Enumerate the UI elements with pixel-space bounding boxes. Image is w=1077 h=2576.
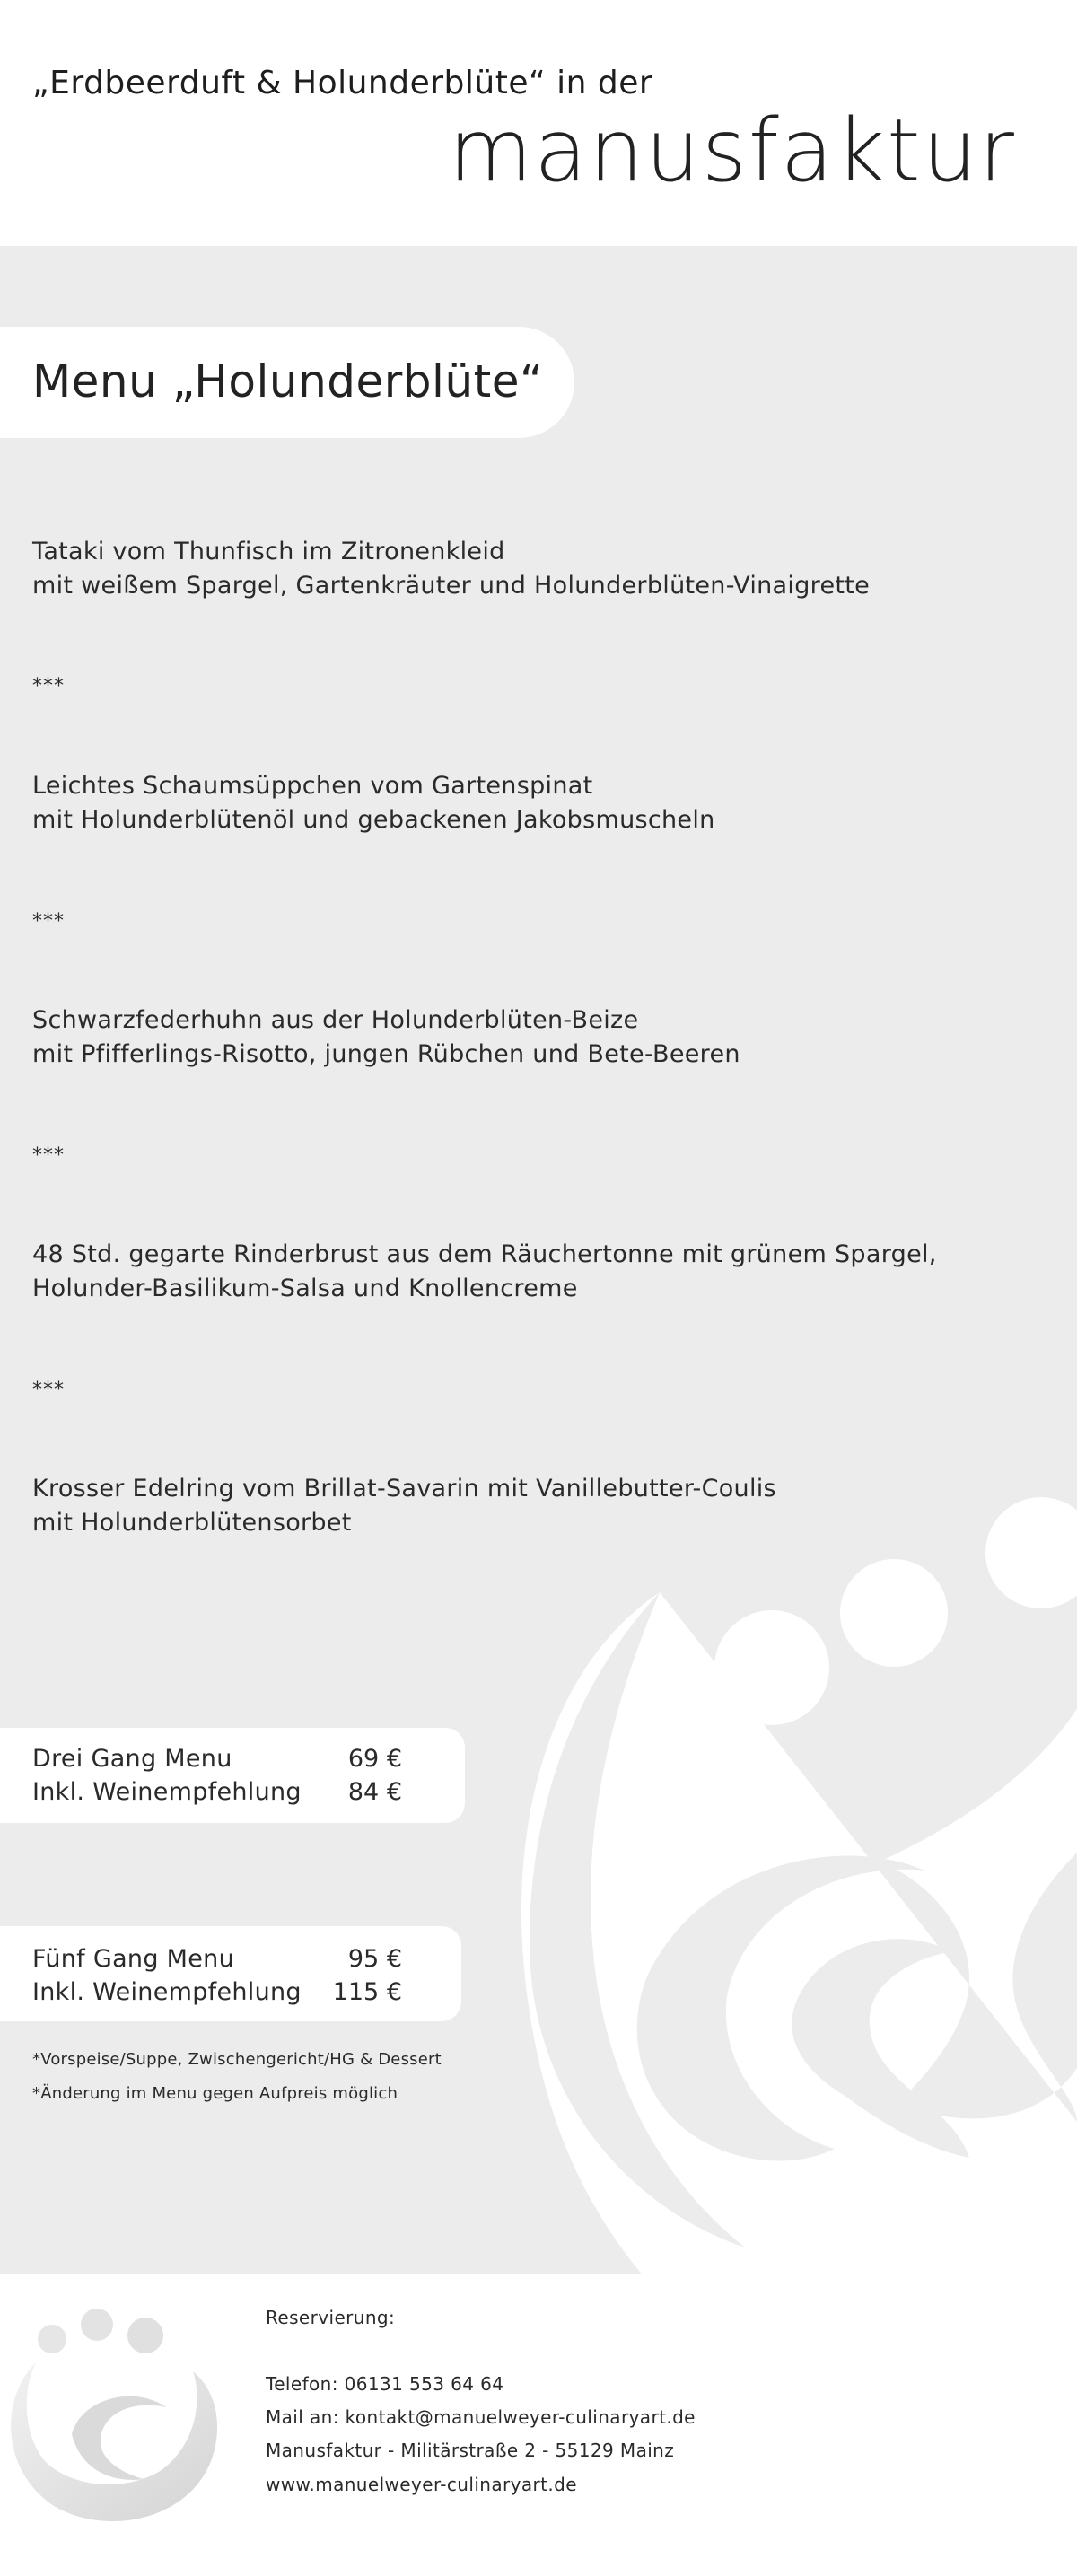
price-name: Drei Gang Menu [32, 1745, 232, 1773]
course-4 [32, 1238, 937, 1306]
course-5-line-2: mit Holunderblütensorbet [32, 1509, 352, 1537]
note-2: *Änderung im Menu gegen Aufpreis möglich [32, 2084, 398, 2103]
course-2-line-2: mit Holunderblütenöl und gebackenen Jakobsmuscheln [32, 806, 715, 834]
course-1-line-1: Tataki vom Thunfisch im Zitronenkleid [32, 538, 505, 565]
course-4-line-1: 48 Std. gegarte Rinderbrust aus dem Räuchertonne mit grünem Spargel, [32, 1240, 937, 1268]
course-5-line-1: Krosser Edelring vom Brillat-Savarin mit Vanillebutter-Coulis [32, 1475, 776, 1503]
course-4-line-2: Holunder-Basilikum-Salsa und Knollencreme [32, 1275, 578, 1302]
menu-panel [0, 246, 1077, 2274]
price-name: Fünf Gang Menu [32, 1945, 234, 1973]
wine-label: Inkl. Weinempfehlung [32, 1778, 302, 1806]
course-2 [32, 769, 715, 837]
address: Manusfaktur - Militärstraße 2 - 55129 Mainz [266, 2440, 675, 2461]
course-2-line-1: Leichtes Schaumsüppchen vom Gartenspinat [32, 772, 593, 800]
website: www.manuelweyer-culinaryart.de [266, 2474, 577, 2495]
note-1: *Vorspeise/Suppe, Zwischengericht/HG & Dessert [32, 2050, 442, 2069]
price-value: 95 € [347, 1945, 402, 1973]
course-separator: *** [32, 675, 65, 697]
course-separator: *** [32, 1379, 65, 1401]
course-1-line-2: mit weißem Spargel, Gartenkräuter und Holunderblüten-Vinaigrette [32, 572, 871, 600]
course-separator: *** [32, 1144, 65, 1167]
wine-price: 115 € [332, 1978, 402, 2006]
course-1 [32, 535, 870, 603]
brand-wordmark: manusfaktur [448, 101, 1016, 201]
header-title: „Erdbeerduft & Holunderblüte“ in der [32, 65, 653, 101]
reservation-label: Reservierung: [266, 2307, 396, 2328]
course-5 [32, 1472, 776, 1540]
course-3-line-1: Schwarzfederhuhn aus der Holunderblüten-Beize [32, 1006, 639, 1034]
price-box-five-course [0, 1926, 461, 2021]
mail: Mail an: kontakt@manuelweyer-culinaryart.de [266, 2406, 696, 2428]
price-value: 69 € [347, 1745, 402, 1773]
course-3-line-2: mit Pfifferlings-Risotto, jungen Rübchen und Bete-Beeren [32, 1040, 740, 1068]
wine-price: 84 € [347, 1778, 402, 1806]
menu-title: Menu „Holunderblüte“ [32, 355, 544, 407]
swirl-logo-icon [0, 2300, 224, 2524]
course-3 [32, 1003, 740, 1072]
header [0, 0, 1077, 246]
phone: Telefon: 06131 553 64 64 [266, 2373, 504, 2395]
swirl-logo-icon [503, 1440, 1077, 2274]
wine-label: Inkl. Weinempfehlung [32, 1978, 302, 2006]
price-box-three-course [0, 1728, 465, 1823]
course-separator: *** [32, 910, 65, 933]
